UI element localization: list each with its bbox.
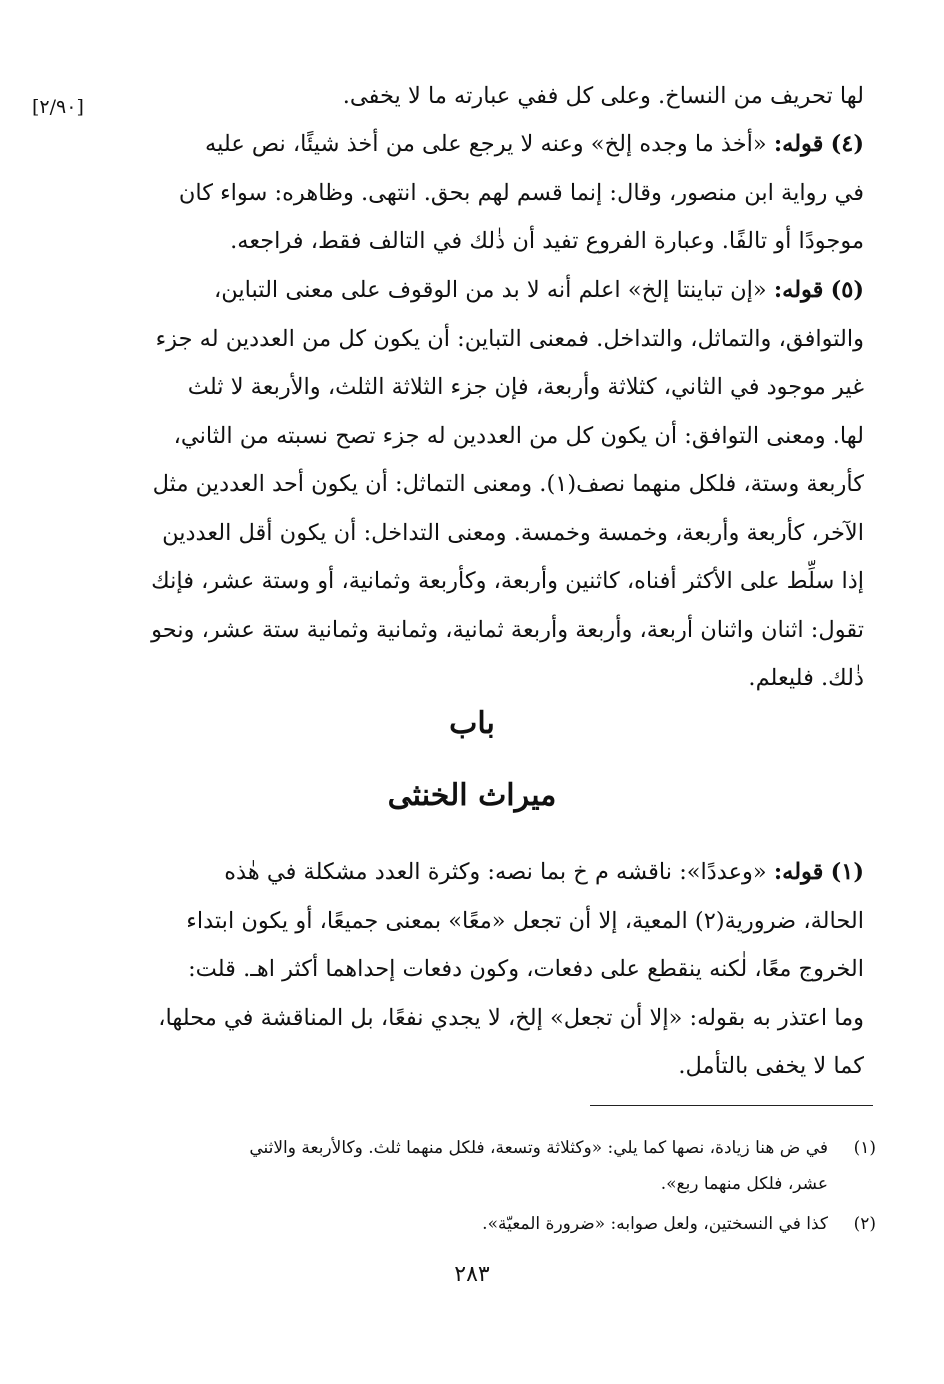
text-line (74, 120, 864, 169)
text-line: تقول: اثنان واثنان أربعة، وأربعة وأربعة ثمانية، وثمانية وثمانية ستة عشر، ونحو (151, 616, 864, 643)
text-line (74, 266, 864, 315)
text-line: إذا سلِّط على الأكثر أفناه، كاثنين وأربعة، وكأربعة وثمانية، أو وستة عشر، فإنك (151, 568, 864, 594)
footnote-text (66, 1206, 828, 1242)
text-line: كما لا يخفى بالتأمل. (678, 1053, 864, 1079)
paragraph-label: قوله: (773, 859, 824, 885)
text-span: «أخذ ما وجده إلخ» وعنه لا يرجع على من أخذ شيئًا، نص عليه (205, 131, 767, 157)
commentary-paragraph-5 (74, 266, 864, 703)
footnote-number: (١) (853, 1138, 876, 1158)
footnote-separator (590, 1105, 873, 1106)
text-line: غير موجود في الثاني، كثلاثة وأربعة، فإن جزء الثلاثة الثلث، والأربعة لا ثلث (187, 374, 864, 400)
commentary-paragraph-4 (74, 120, 864, 266)
text-line: في رواية ابن منصور، وقال: إنما قسم لهم بحق. انتهى. وظاهره: سواء كان (178, 179, 864, 206)
text-line: في ض هنا زيادة، نصها كما يلي: «وكثلاثة وتسعة، فلكل منهما ثلث. وكالأربعة والاثني (249, 1138, 828, 1158)
paragraph-number: (٥) (830, 277, 864, 303)
text-line: كأربعة وستة، فلكل منهما نصف(١). ومعنى التماثل: أن يكون أحد العددين مثل (152, 471, 864, 497)
text-line: كذا في النسختين، ولعل صوابه: «ضرورة المعيّة». (482, 1214, 828, 1234)
text-line (74, 848, 864, 897)
footnotes (66, 1130, 876, 1242)
footnote-2 (66, 1206, 876, 1242)
continuation-text (74, 72, 864, 121)
text-line: الآخر، كأربعة وأربعة، وخمسة وخمسة. ومعنى التداخل: أن يكون أقل العددين (162, 519, 864, 546)
chapter-heading: باب (449, 706, 495, 741)
manuscript-folio-marker: [٢/٩٠] (32, 96, 84, 118)
text-line: الحالة، ضرورية(٢) المعية، إلا أن تجعل «معًا» بمعنى جميعًا، أو يكون ابتداء (186, 907, 864, 934)
text-line: وما اعتذر به بقوله: «إلا أن تجعل» إلخ، لا يجدي نفعًا، بل المناقشة في محلها، (158, 1004, 864, 1031)
text-line: ذٰلك. فليعلم. (748, 665, 864, 691)
footnote-text (66, 1130, 828, 1202)
footnote-1 (66, 1130, 876, 1202)
text-span: «إن تباينتا إلخ» اعلم أنه لا بد من الوقوف على معنى التباين، (213, 277, 767, 303)
text-line: الخروج معًا، لٰكنه ينقطع على دفعات، وكون دفعات إحداهما أكثر اهـ. قلت: (188, 956, 864, 982)
paragraph-label: قوله: (773, 277, 824, 303)
footnote-number: (٢) (853, 1214, 876, 1234)
paragraph-number: (١) (830, 859, 864, 885)
paragraph-number: (٤) (830, 131, 864, 157)
text-line: والتوافق، والتماثل، والتداخل. فمعنى التباين: أن يكون كل من العددين له جزء (155, 325, 864, 352)
text-line: عشر، فلكل منهما ربع». (660, 1174, 828, 1194)
text-line: لها. ومعنى التوافق: أن يكون كل من العددين له جزء تصح نسبته من الثاني، (173, 422, 864, 449)
commentary-paragraph-1 (74, 848, 864, 1091)
text-span: «وعددًا»: ناقشه م خ بما نصه: وكثرة العدد مشكلة في هٰذه (224, 859, 767, 885)
chapter-subheading: ميراث الخنثى (387, 778, 557, 813)
text-line: لها تحريف من النساخ. وعلى كل ففي عبارته ما لا يخفى. (342, 83, 864, 109)
text-line: موجودًا أو تالفًا. وعبارة الفروع تفيد أن ذٰلك في التالف فقط، فراجعه. (230, 228, 864, 254)
paragraph-label: قوله: (773, 131, 824, 157)
page-number: ٢٨٣ (454, 1262, 490, 1287)
